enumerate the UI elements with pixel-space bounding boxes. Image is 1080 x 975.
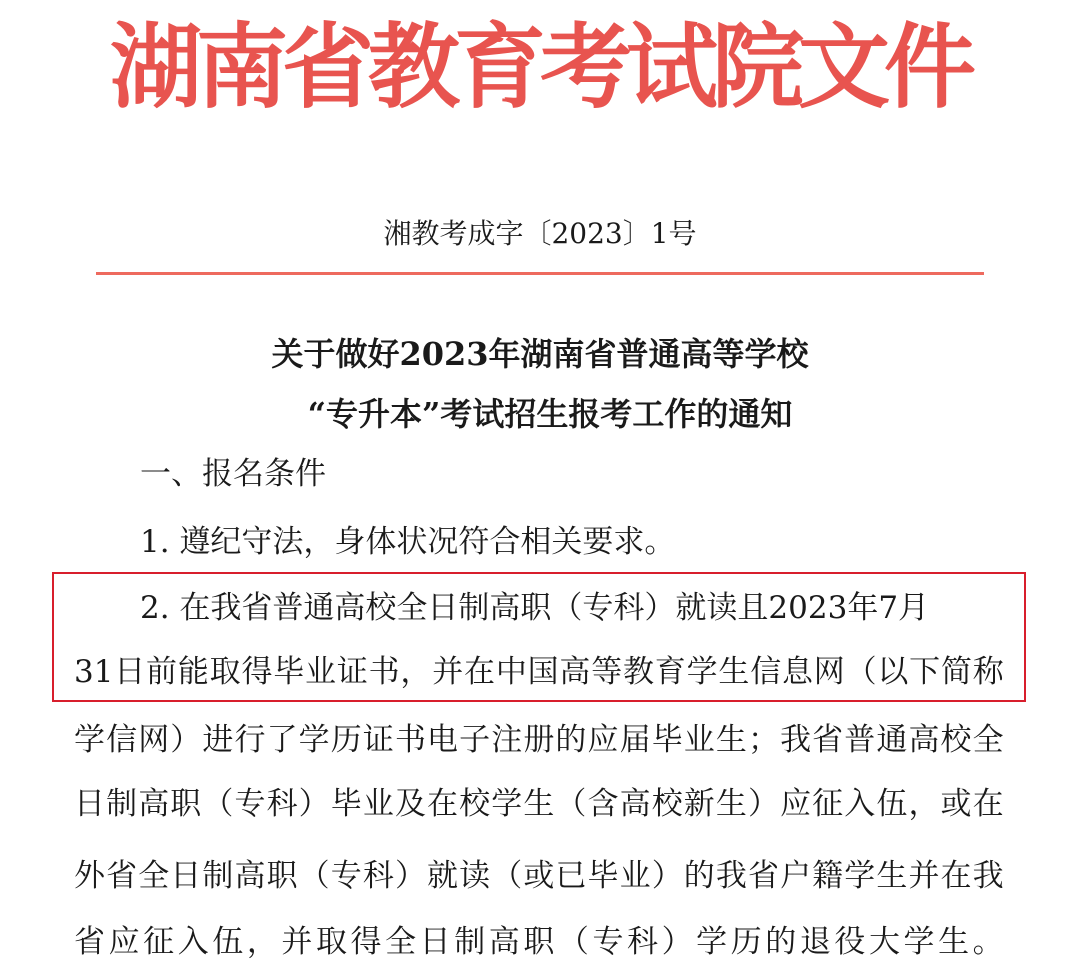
red-separator-line (96, 272, 984, 275)
notice-title-line-2: “专升本”考试招生报考工作的通知 (307, 395, 793, 433)
condition-item-2-line-3: 学 信 网 ） 进 行 了 学 历 证 书 电 子 注 册 的 应 届 毕 业 生 ； 我 省 普 通 高 校 全 (74, 722, 1004, 758)
issuer-header-title: 湖南省教育考试院文件 (109, 14, 970, 121)
condition-item-2-line-2: 31 日 前 能 取 得 毕 业 证 书 ， 并 在 中 国 高 等 教 育 学 生 信 息 网 （ 以 下 简 称 (74, 654, 1004, 690)
highlight-box (52, 572, 1026, 702)
condition-item-1: 1. 遵纪守法，身体状况符合相关要求。 (140, 524, 676, 560)
document-number: 湘教考成字〔2023〕1号 (383, 217, 697, 250)
section-heading: 一、报名条件 (140, 456, 326, 492)
condition-item-2-line-5: 外 省 全 日 制 高 职 （ 专 科 ） 就 读 （ 或 已 毕 业 ） 的 我 省 户 籍 学 生 并 在 我 (74, 858, 1004, 894)
condition-item-2-line-1: 2. 在我省普通高校全日制高职（专科）就读且2023年7月 (140, 590, 930, 626)
condition-item-2-line-4: 日 制 高 职 （ 专 科 ） 毕 业 及 在 校 学 生 （ 含 高 校 新 生 ） 应 征 入 伍 ， 或 在 (74, 786, 1004, 822)
condition-item-2-line-6: 省 应 征 入 伍 ， 并 取 得 全 日 制 高 职 （ 专 科 ） 学 历 的 退 役 大 学 生 。 (74, 924, 1004, 960)
notice-title-line-1: 关于做好2023年湖南省普通高等学校 (271, 335, 809, 373)
